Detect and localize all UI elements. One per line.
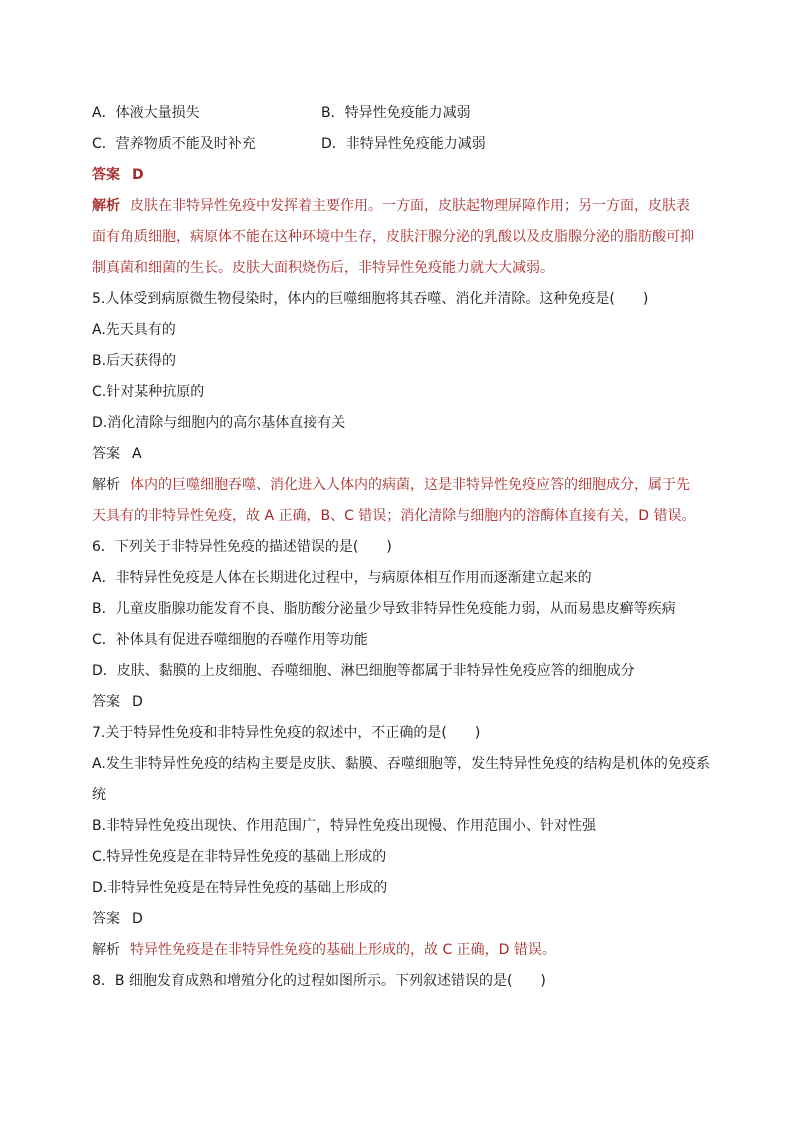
q4-options-row-2 xyxy=(92,129,710,160)
q5-option-c: C.针对某种抗原的 xyxy=(92,384,205,400)
q4-option-c: C．营养物质不能及时补充 xyxy=(92,136,256,152)
q5-option-a: A.先天具有的 xyxy=(92,322,176,338)
q4-answer-label: 答案 xyxy=(92,167,120,183)
q4-explanation-text-1: 皮肤在非特异性免疫中发挥着主要作用。一方面，皮肤起物理屏障作用；另一方面，皮肤表 xyxy=(130,198,690,214)
q7-stem: 7.关于特异性免疫和非特异性免疫的叙述中，不正确的是( ) xyxy=(92,725,481,741)
q7-option-a: A.发生非特异性免疫的结构主要是皮肤、黏膜、吞噬细胞等，发生特异性免疫的结构是机体的免疫系统 xyxy=(92,756,710,803)
q4-option-b: B．特异性免疫能力减弱 xyxy=(321,105,471,121)
q5-answer-value: A xyxy=(132,446,142,462)
q7-answer-label: 答案 xyxy=(92,911,120,927)
q4-explanation-line-3 xyxy=(92,253,710,284)
q7-explanation-label: 解析 xyxy=(92,942,120,958)
q6-answer-label: 答案 xyxy=(92,694,120,710)
q5-explanation-label: 解析 xyxy=(92,477,120,493)
q4-explanation-line-1 xyxy=(92,191,710,222)
q4-option-a: A．体液大量损失 xyxy=(92,105,200,121)
q5-option-b: B.后天获得的 xyxy=(92,353,177,369)
q4-options-row-1 xyxy=(92,98,710,129)
q4-option-d: D．非特异性免疫能力减弱 xyxy=(321,136,486,152)
q6-option-a: A．非特异性免疫是人体在长期进化过程中，与病原体相互作用而逐渐建立起来的 xyxy=(92,570,592,586)
q4-explanation-line-2 xyxy=(92,222,710,253)
q5-stem: 5.人体受到病原微生物侵染时，体内的巨噬细胞将其吞噬、消化并清除。这种免疫是( ) xyxy=(92,291,649,307)
q6-option-c: C．补体具有促进吞噬细胞的吞噬作用等功能 xyxy=(92,632,368,648)
q6-answer-value: D xyxy=(132,694,143,710)
q6-stem: 6．下列关于非特异性免疫的描述错误的是( ) xyxy=(92,539,392,555)
q7-option-d: D.非特异性免疫是在特异性免疫的基础上形成的 xyxy=(92,880,388,896)
q5-answer xyxy=(92,439,710,470)
q4-explanation-text-3: 制真菌和细菌的生长。皮肤大面积烧伤后，非特异性免疫能力就大大减弱。 xyxy=(92,260,554,276)
q4-explanation-text-2: 面有角质细胞，病原体不能在这种环境中生存，皮肤汗腺分泌的乳酸以及皮脂腺分泌的脂肪酸可抑 xyxy=(92,229,694,245)
q6-option-b: B．儿童皮脂腺功能发育不良、脂肪酸分泌量少导致非特异性免疫能力弱，从而易患皮癣等疾病 xyxy=(92,601,676,617)
q5-answer-label: 答案 xyxy=(92,446,120,462)
q5-explanation-text-2: 天具有的非特异性免疫，故 A 正确，B、C 错误；消化清除与细胞内的溶酶体直接有关，D 错误。 xyxy=(92,508,696,524)
q7-explanation-text: 特异性免疫是在非特异性免疫的基础上形成的，故 C 正确，D 错误。 xyxy=(130,942,556,958)
q5-explanation-text-1: 体内的巨噬细胞吞噬、消化进入人体内的病菌，这是非特异性免疫应答的细胞成分，属于先 xyxy=(130,477,690,493)
q6-answer xyxy=(92,687,710,718)
q7-answer-value: D xyxy=(132,911,143,927)
q5-option-d: D.消化清除与细胞内的高尔基体直接有关 xyxy=(92,415,346,431)
q6-option-d: D．皮肤、黏膜的上皮细胞、吞噬细胞、淋巴细胞等都属于非特异性免疫应答的细胞成分 xyxy=(92,663,635,679)
q4-answer-value: D xyxy=(132,167,144,183)
q5-explanation-line-2 xyxy=(92,501,710,532)
q7-answer xyxy=(92,904,710,935)
q7-option-b: B.非特异性免疫出现快、作用范围广，特异性免疫出现慢、作用范围小、针对性强 xyxy=(92,818,597,834)
document-content xyxy=(92,98,710,997)
q7-explanation xyxy=(92,935,710,966)
q4-answer xyxy=(92,160,710,191)
q5-explanation-line-1 xyxy=(92,470,710,501)
q7-option-c: C.特异性免疫是在非特异性免疫的基础上形成的 xyxy=(92,849,387,865)
q8-stem: 8．B 细胞发育成熟和增殖分化的过程如图所示。下列叙述错误的是( ) xyxy=(92,973,546,989)
q4-explanation-label: 解析 xyxy=(92,198,120,214)
